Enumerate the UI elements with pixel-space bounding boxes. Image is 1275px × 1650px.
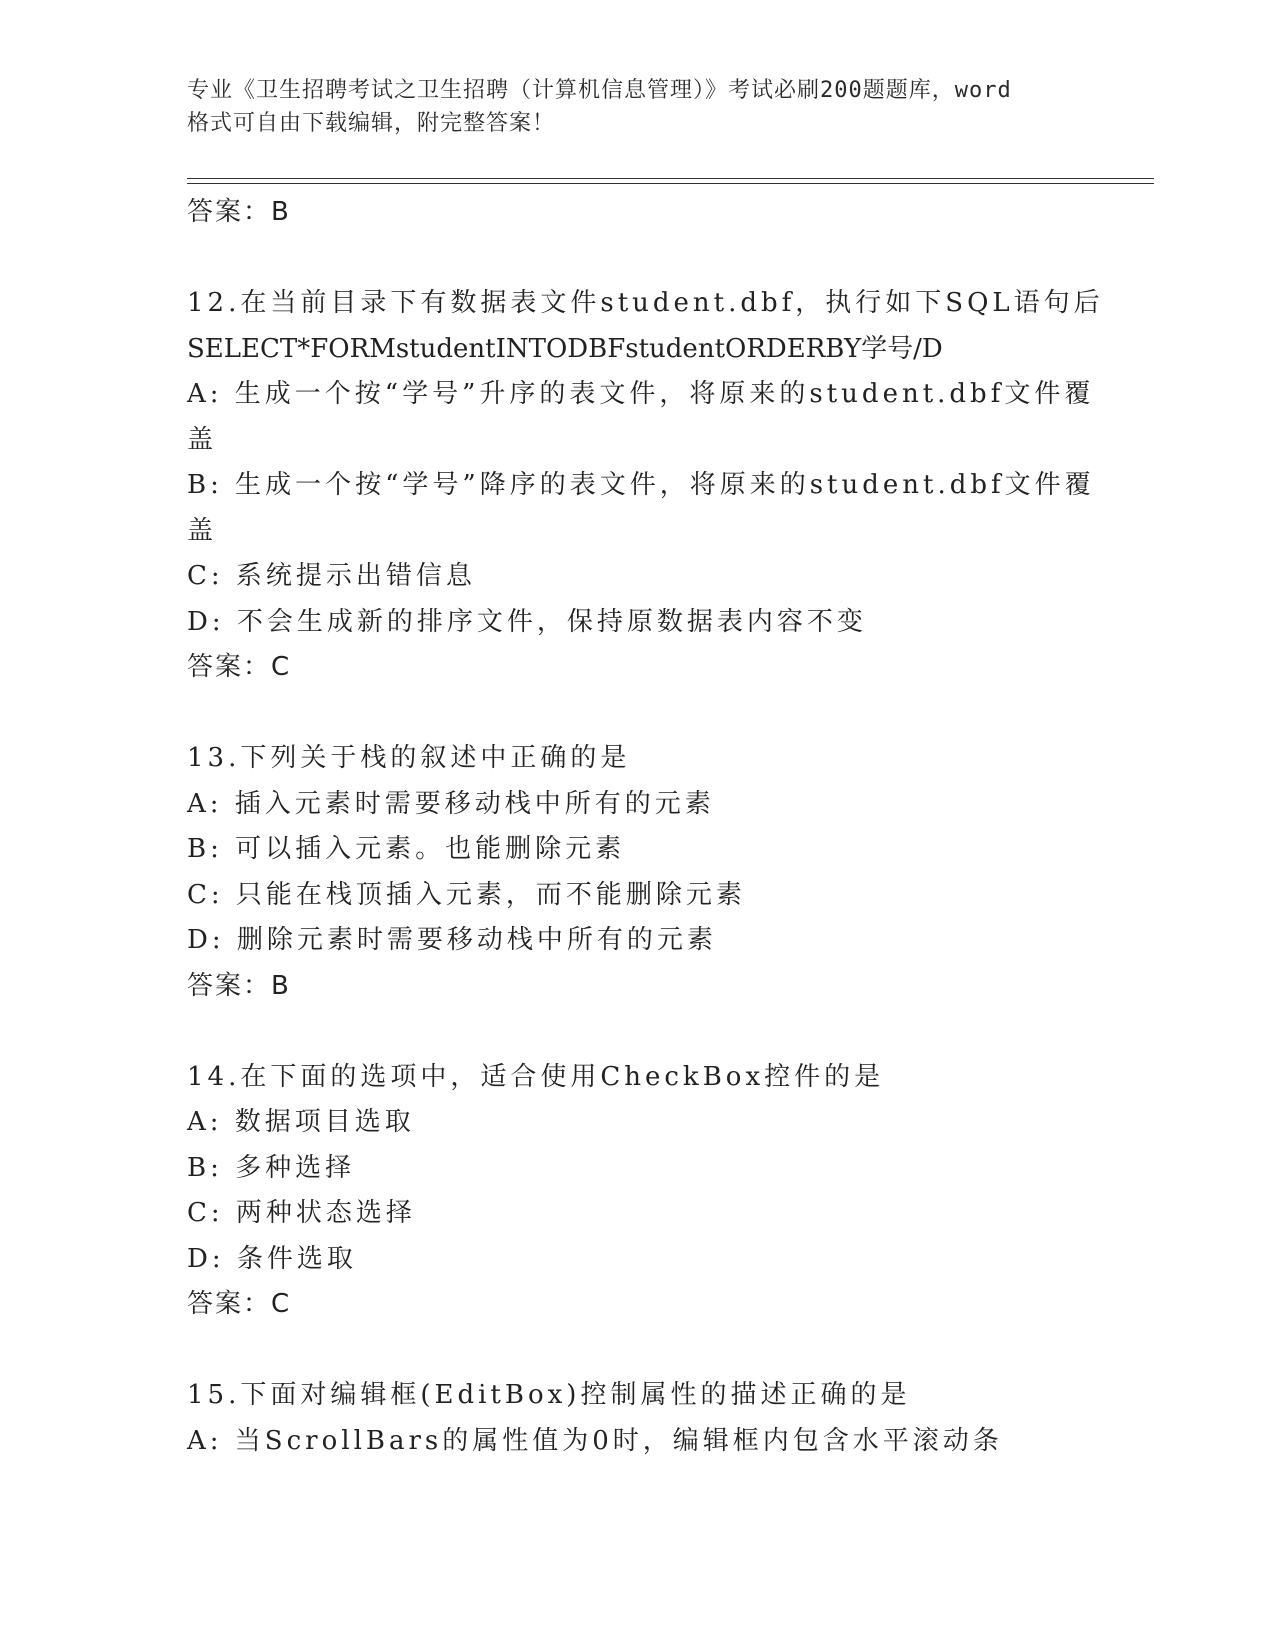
spacer <box>187 1009 1087 1055</box>
answer-q11: 答案：B <box>187 197 291 227</box>
answer-q12: 答案：C <box>187 652 292 682</box>
question-13-option-a: A: 插入元素时需要移动栈中所有的元素 <box>187 788 715 819</box>
question-12-option-a: A: 生成一个按“学号”升序的表文件，将原来的student.dbf文件覆 <box>187 379 1095 409</box>
question-14-option-b: B: 多种选择 <box>187 1152 356 1183</box>
question-15 <box>187 1373 1087 1464</box>
spacer <box>187 236 1087 282</box>
document-header <box>187 74 1087 140</box>
question-14-option-a: A: 数据项目选取 <box>187 1107 415 1137</box>
spacer <box>187 691 1087 737</box>
question-12-option-a-cont: 盖 <box>187 424 218 455</box>
question-12 <box>187 281 1104 691</box>
question-12-option-b: B: 生成一个按“学号”降序的表文件，将原来的student.dbf文件覆 <box>187 470 1095 500</box>
header-line-1: 专业《卫生招聘考试之卫生招聘（计算机信息管理）》考试必刷200题题库，word <box>187 78 1012 103</box>
answer-q13: 答案：B <box>187 970 291 1001</box>
question-12-stem: 12.在当前目录下有数据表文件student.dbf，执行如下SQL语句后 <box>187 288 1104 318</box>
header-rule-bottom <box>187 183 1154 184</box>
spacer <box>187 1328 1087 1374</box>
question-15-option-a: A: 当ScrollBars的属性值为0时，编辑框内包含水平滚动条 <box>187 1425 1003 1456</box>
question-12-option-d: D: 不会生成新的排序文件，保持原数据表内容不变 <box>187 606 867 637</box>
question-13-option-c: C: 只能在栈顶插入元素，而不能删除元素 <box>187 879 746 910</box>
question-14 <box>187 1055 1087 1328</box>
question-14-option-d: D: 条件选取 <box>187 1243 357 1274</box>
question-12-sql: SELECT*FORMstudentINTODBFstudentORDERBY学号/D <box>187 333 943 364</box>
header-rule-top <box>187 178 1154 179</box>
document-body <box>187 190 1104 1464</box>
question-12-option-b-cont: 盖 <box>187 515 218 546</box>
question-12-option-c: C: 系统提示出错信息 <box>187 561 476 591</box>
question-15-stem: 15.下面对编辑框(EditBox)控制属性的描述正确的是 <box>187 1380 911 1410</box>
question-13-option-b: B: 可以插入元素。也能删除元素 <box>187 834 626 864</box>
answer-q14: 答案：C <box>187 1289 292 1319</box>
header-line-2: 格式可自由下载编辑，附完整答案！ <box>187 111 556 136</box>
question-13-option-d: D: 删除元素时需要移动栈中所有的元素 <box>187 925 717 955</box>
question-14-option-c: C: 两种状态选择 <box>187 1198 416 1228</box>
question-13 <box>187 736 1087 1009</box>
question-13-stem: 13.下列关于栈的叙述中正确的是 <box>187 743 631 773</box>
question-14-stem: 14.在下面的选项中，适合使用CheckBox控件的是 <box>187 1061 885 1092</box>
